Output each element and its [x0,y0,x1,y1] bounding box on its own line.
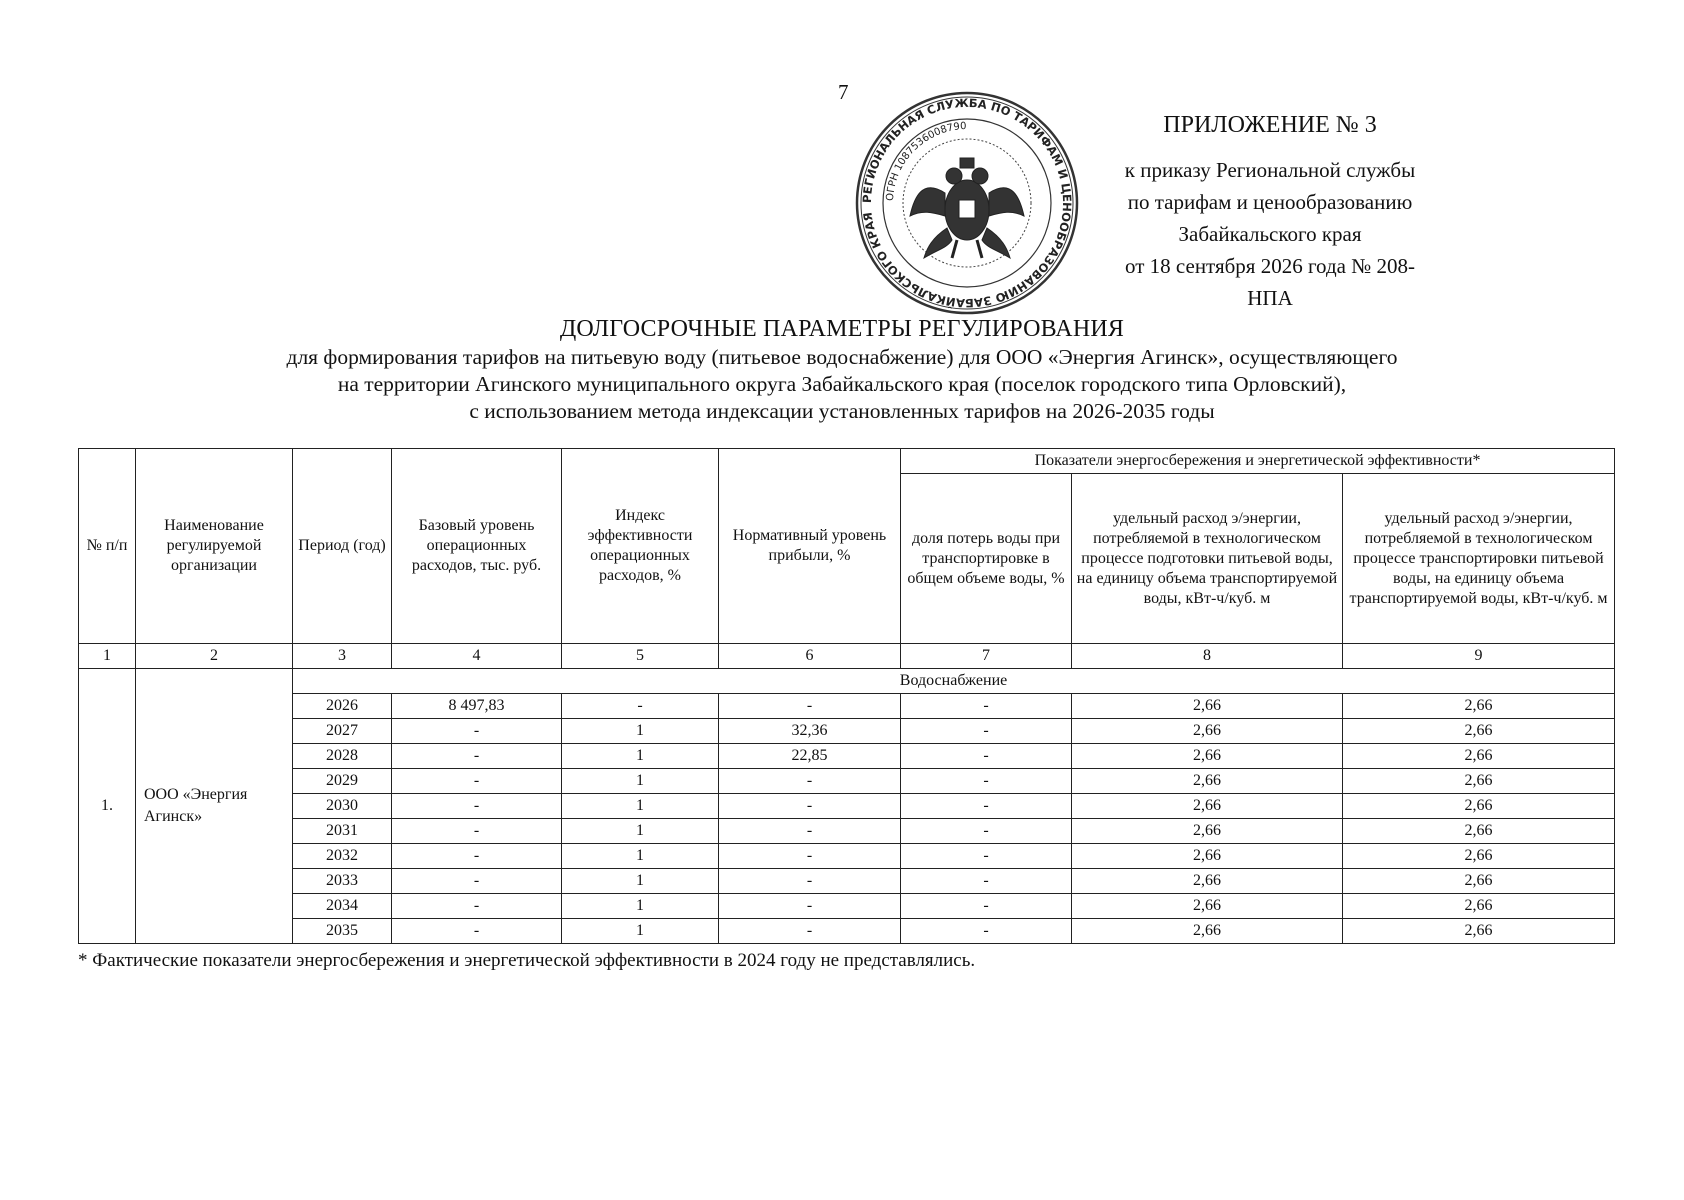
energy-preparation-cell: 2,66 [1072,794,1343,819]
energy-transport-cell: 2,66 [1343,869,1615,894]
efficiency-index-cell: 1 [562,794,719,819]
document-subtitle-1: для формирования тарифов на питьевую воду (питьевое водоснабжение) для ООО «Энергия Агинск», осуществляющего [286,345,1398,369]
water-loss-cell: - [901,769,1072,794]
efficiency-index-cell: 1 [562,744,719,769]
energy-preparation-cell: 2,66 [1072,744,1343,769]
energy-transport-cell: 2,66 [1343,919,1615,944]
appendix-line-4: от 18 сентября 2026 года № 208-НПА [1125,254,1415,310]
profit-level-cell: - [719,694,901,719]
energy-preparation-cell: 2,66 [1072,719,1343,744]
water-loss-cell: - [901,844,1072,869]
efficiency-index-cell: 1 [562,844,719,869]
water-loss-cell: - [901,719,1072,744]
profit-level-cell: - [719,869,901,894]
appendix-line-3: Забайкальского края [1178,222,1362,246]
energy-transport-cell: 2,66 [1343,694,1615,719]
base-opex-cell: - [392,894,562,919]
energy-transport-cell: 2,66 [1343,819,1615,844]
water-loss-cell: - [901,869,1072,894]
profit-level-cell: - [719,819,901,844]
energy-transport-cell: 2,66 [1343,894,1615,919]
appendix-block [1120,110,1420,314]
water-loss-cell: - [901,819,1072,844]
appendix-line-1: к приказу Региональной службы [1124,158,1416,182]
year-cell: 2032 [293,844,392,869]
year-cell: 2033 [293,869,392,894]
header-profit-level: Нормативный уровень прибыли, % [719,449,901,644]
base-opex-cell: - [392,794,562,819]
water-loss-cell: - [901,794,1072,819]
profit-level-cell: - [719,794,901,819]
official-seal [852,88,1082,318]
table-row [79,694,1615,719]
title-block [70,314,1614,425]
profit-level-cell: - [719,894,901,919]
header-energy-transport: удельный расход э/энергии, потребляемой в технологическом процессе транспортировки питьевой воды, на единицу объема транспортируемой воды, кВт-ч/куб. м [1343,474,1615,644]
column-number: 4 [392,644,562,669]
document-title: ДОЛГОСРОЧНЫЕ ПАРАМЕТРЫ РЕГУЛИРОВАНИЯ [559,316,1125,342]
base-opex-cell: - [392,819,562,844]
appendix-line-2: по тарифам и ценообразованию [1127,190,1413,214]
column-number: 3 [293,644,392,669]
header-efficiency-index: Индекс эффективности операционных расходов, % [562,449,719,644]
base-opex-cell: - [392,919,562,944]
energy-preparation-cell: 2,66 [1072,844,1343,869]
profit-level-cell: - [719,769,901,794]
seal-outer-text: РЕГИОНАЛЬНАЯ СЛУЖБА ПО ТАРИФАМ И ЦЕНООБРАЗОВАНИЮ ЗАБАЙКАЛЬСКОГО КРАЯ [859,95,1075,311]
column-number: 5 [562,644,719,669]
base-opex-cell: - [392,719,562,744]
header-water-loss: доля потерь воды при транспортировке в общем объеме воды, % [901,474,1072,644]
document-subtitle-2: на территории Агинского муниципального округа Забайкальского края (поселок городского типа Орловский), [337,372,1347,396]
header-energy-group: Показатели энергосбережения и энергетической эффективности* [901,449,1615,474]
energy-preparation-cell: 2,66 [1072,869,1343,894]
year-cell: 2027 [293,719,392,744]
energy-preparation-cell: 2,66 [1072,694,1343,719]
energy-transport-cell: 2,66 [1343,794,1615,819]
base-opex-cell: 8 497,83 [392,694,562,719]
profit-level-cell: 32,36 [719,719,901,744]
water-loss-cell: - [901,694,1072,719]
header-energy-preparation: удельный расход э/энергии, потребляемой в технологическом процессе подготовки питьевой воды, на единицу объема транспортируемой воды, кВт-ч/куб. м [1072,474,1343,644]
appendix-heading: ПРИЛОЖЕНИЕ № 3 [1163,112,1377,138]
column-number: 2 [136,644,293,669]
water-loss-cell: - [901,919,1072,944]
base-opex-cell: - [392,844,562,869]
year-cell: 2029 [293,769,392,794]
efficiency-index-cell: - [562,694,719,719]
header-organization: Наименование регулируемой организации [136,449,293,644]
year-cell: 2028 [293,744,392,769]
table-row [79,819,1615,844]
energy-preparation-cell: 2,66 [1072,769,1343,794]
table-row [79,919,1615,944]
organization-name: ООО «Энергия Агинск» [136,669,293,944]
row-number: 1. [79,669,136,944]
column-number: 8 [1072,644,1343,669]
document-subtitle-3: с использованием метода индексации установленных тарифов на 2026-2035 годы [469,399,1215,423]
energy-transport-cell: 2,66 [1343,744,1615,769]
energy-transport-cell: 2,66 [1343,844,1615,869]
table-row [79,794,1615,819]
energy-transport-cell: 2,66 [1343,769,1615,794]
year-cell: 2030 [293,794,392,819]
energy-transport-cell: 2,66 [1343,719,1615,744]
profit-level-cell: - [719,844,901,869]
year-cell: 2035 [293,919,392,944]
page-number: 7 [838,80,849,104]
column-number: 7 [901,644,1072,669]
year-cell: 2026 [293,694,392,719]
table-row [79,744,1615,769]
efficiency-index-cell: 1 [562,919,719,944]
table-row [79,769,1615,794]
efficiency-index-cell: 1 [562,869,719,894]
base-opex-cell: - [392,869,562,894]
efficiency-index-cell: 1 [562,719,719,744]
header-number: № п/п [79,449,136,644]
parameters-table [78,448,1615,944]
column-number: 9 [1343,644,1615,669]
header-period: Период (год) [293,449,392,644]
water-loss-cell: - [901,744,1072,769]
column-number: 1 [79,644,136,669]
table-row [79,719,1615,744]
column-number: 6 [719,644,901,669]
section-title: Водоснабжение [293,669,1615,694]
header-base-opex: Базовый уровень операционных расходов, тыс. руб. [392,449,562,644]
energy-preparation-cell: 2,66 [1072,894,1343,919]
energy-preparation-cell: 2,66 [1072,919,1343,944]
footnote: * Фактические показатели энергосбережения и энергетической эффективности в 2024 году не представлялись. [78,950,976,971]
profit-level-cell: 22,85 [719,744,901,769]
table-row [79,844,1615,869]
water-loss-cell: - [901,894,1072,919]
efficiency-index-cell: 1 [562,769,719,794]
efficiency-index-cell: 1 [562,894,719,919]
double-headed-eagle-icon [910,158,1024,258]
year-cell: 2031 [293,819,392,844]
year-cell: 2034 [293,894,392,919]
efficiency-index-cell: 1 [562,819,719,844]
seal-inner-text: ОГРН 1087536008790 [884,120,967,202]
profit-level-cell: - [719,919,901,944]
base-opex-cell: - [392,769,562,794]
table-row [79,869,1615,894]
energy-preparation-cell: 2,66 [1072,819,1343,844]
base-opex-cell: - [392,744,562,769]
table-row [79,894,1615,919]
column-numbers-row [79,644,1615,669]
